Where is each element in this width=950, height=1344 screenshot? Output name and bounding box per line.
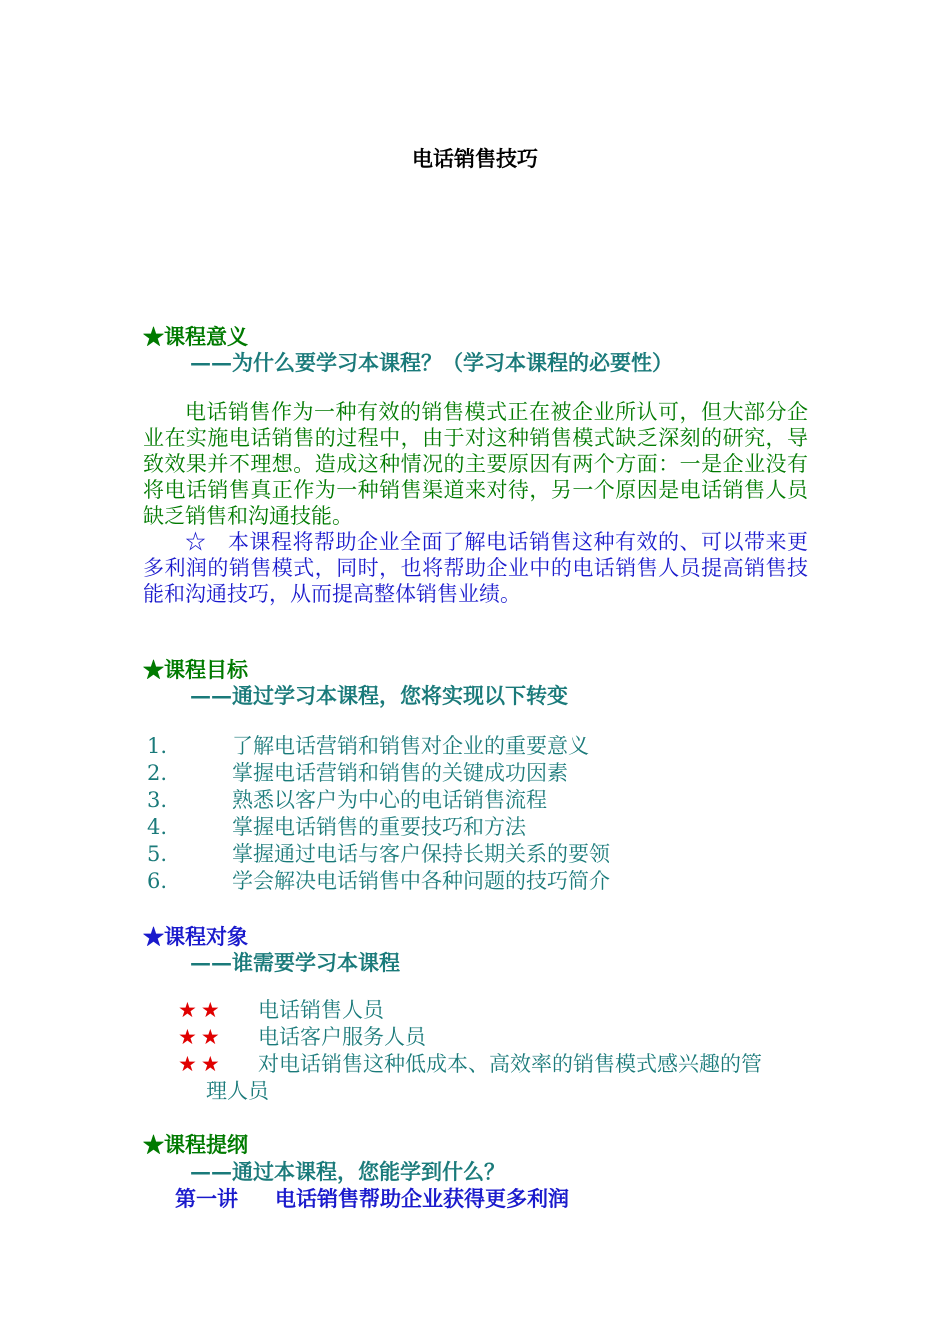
list-item-continuation: 理人员 bbox=[206, 1079, 269, 1103]
audience-list bbox=[178, 997, 808, 1105]
meaning-paragraphs bbox=[143, 399, 808, 607]
list-item-text: 学会解决电话销售中各种问题的技巧简介 bbox=[232, 869, 610, 893]
list-item bbox=[178, 1024, 808, 1051]
list-item-text: 掌握通过电话与客户保持长期关系的要领 bbox=[232, 842, 610, 866]
list-item bbox=[147, 733, 610, 760]
list-item-text: 了解电话营销和销售对企业的重要意义 bbox=[232, 734, 589, 758]
section-subheading-meaning: ——为什么要学习本课程？（学习本课程的必要性） bbox=[190, 350, 673, 375]
list-item-text: 电话销售人员 bbox=[258, 998, 384, 1022]
list-item-text: 熟悉以客户为中心的电话销售流程 bbox=[232, 788, 547, 812]
list-item bbox=[178, 1051, 808, 1078]
section-heading-meaning: ★课程意义 bbox=[143, 324, 248, 349]
list-item-number: 4. bbox=[147, 815, 168, 839]
page-title: 电话销售技巧 bbox=[412, 146, 538, 171]
section-subheading-goals: ——通过学习本课程，您将实现以下转变 bbox=[190, 683, 568, 708]
section-heading-outline: ★课程提纲 bbox=[143, 1132, 248, 1157]
section-subheading-audience: ——谁需要学习本课程 bbox=[190, 950, 400, 975]
list-item-text: 电话客户服务人员 bbox=[258, 1025, 426, 1049]
list-item bbox=[147, 814, 610, 841]
list-item bbox=[147, 868, 610, 895]
lecture-number: 第一讲 bbox=[175, 1186, 238, 1211]
list-item bbox=[147, 760, 610, 787]
goals-list bbox=[147, 733, 610, 895]
list-item bbox=[147, 841, 610, 868]
list-item-number: 1. bbox=[147, 734, 168, 758]
star-icon: ★★ bbox=[178, 1052, 224, 1076]
list-item-number: 5. bbox=[147, 842, 168, 866]
list-item-text: 掌握电话营销和销售的关键成功因素 bbox=[232, 761, 568, 785]
section-heading-audience: ★课程对象 bbox=[143, 924, 248, 949]
list-item-number: 3. bbox=[147, 788, 168, 812]
section-heading-goals: ★课程目标 bbox=[143, 657, 248, 682]
list-item-number: 2. bbox=[147, 761, 168, 785]
meaning-paragraph-1: 电话销售作为一种有效的销售模式正在被企业所认可，但大部分企业在实施电话销售的过程中，由于对这种销售模式缺乏深刻的研究，导致效果并不理想。造成这种情况的主要原因有两个方面：一是企业没有将电话销售真正作为一种销售渠道来对待，另一个原因是电话销售人员缺乏销售和沟通技能。 bbox=[143, 400, 808, 528]
list-item-number: 6. bbox=[147, 869, 168, 893]
lecture-title: 电话销售帮助企业获得更多利润 bbox=[275, 1186, 569, 1211]
lecture-heading bbox=[175, 1183, 569, 1213]
list-item bbox=[147, 787, 610, 814]
meaning-paragraph-2: ☆ 本课程将帮助企业全面了解电话销售这种有效的、可以带来更多利润的销售模式，同时，也将帮助企业中的电话销售人员提高销售技能和沟通技巧，从而提高整体销售业绩。 bbox=[143, 530, 808, 606]
list-item-text: 对电话销售这种低成本、高效率的销售模式感兴趣的管 bbox=[258, 1052, 762, 1076]
star-icon: ★★ bbox=[178, 1025, 224, 1049]
star-icon: ★★ bbox=[178, 998, 224, 1022]
list-item bbox=[178, 997, 808, 1024]
list-item-text: 掌握电话销售的重要技巧和方法 bbox=[232, 815, 526, 839]
section-subheading-outline: ——通过本课程，您能学到什么？ bbox=[190, 1159, 505, 1184]
